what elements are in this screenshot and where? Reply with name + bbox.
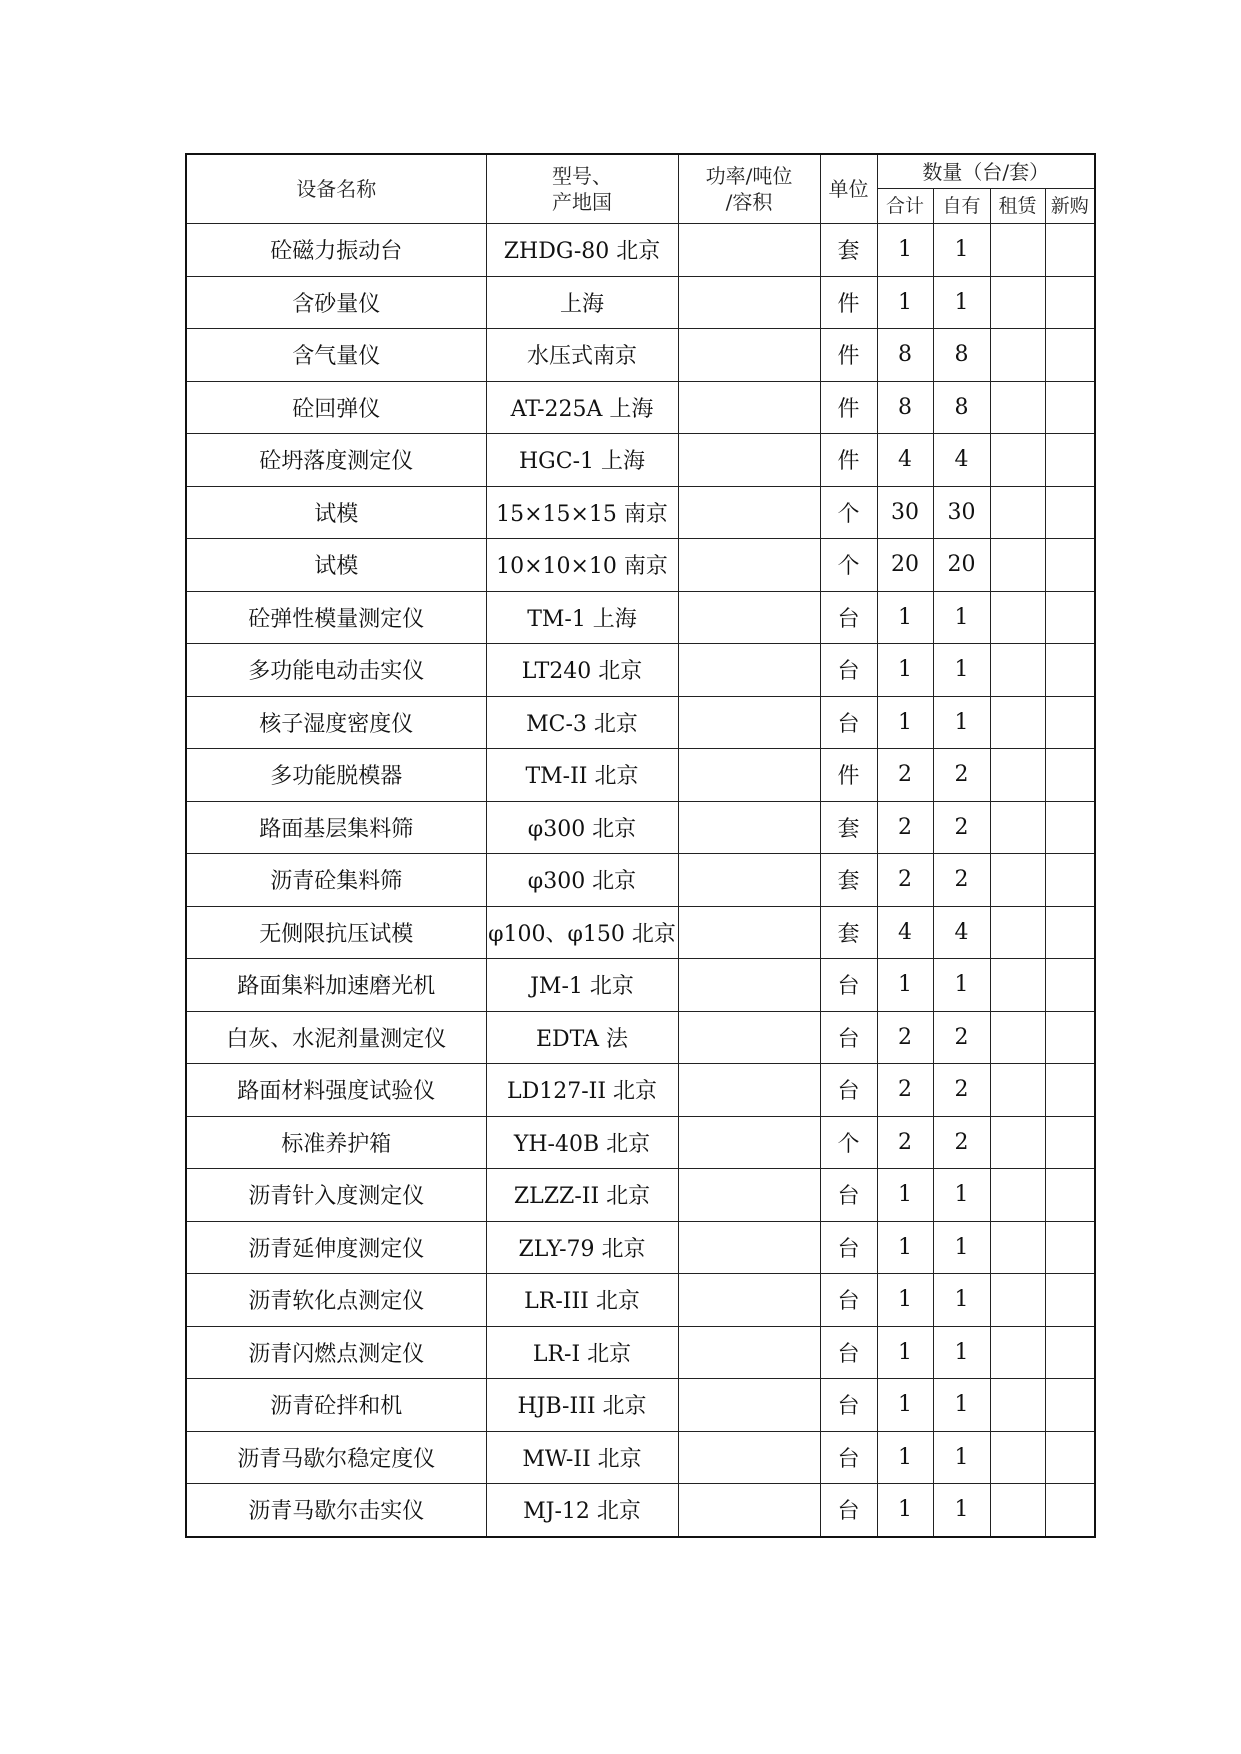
cell-equipment-name: 路面基层集料筛 <box>186 801 486 854</box>
cell-total: 2 <box>877 749 933 802</box>
cell-total: 2 <box>877 1116 933 1169</box>
cell-total: 1 <box>877 959 933 1012</box>
cell-total: 1 <box>877 591 933 644</box>
cell-power <box>678 1011 820 1064</box>
cell-unit: 套 <box>820 801 877 854</box>
cell-leased <box>990 1326 1045 1379</box>
header-equipment-name: 设备名称 <box>186 154 486 224</box>
cell-owned: 2 <box>933 1116 990 1169</box>
cell-equipment-name: 沥青马歇尔稳定度仪 <box>186 1431 486 1484</box>
cell-leased <box>990 854 1045 907</box>
cell-total: 4 <box>877 906 933 959</box>
cell-unit: 件 <box>820 434 877 487</box>
cell-power <box>678 854 820 907</box>
cell-power <box>678 224 820 277</box>
cell-owned: 2 <box>933 1064 990 1117</box>
cell-total: 1 <box>877 1221 933 1274</box>
cell-unit: 个 <box>820 539 877 592</box>
cell-power <box>678 1379 820 1432</box>
cell-total: 1 <box>877 1379 933 1432</box>
cell-owned: 1 <box>933 276 990 329</box>
cell-leased <box>990 224 1045 277</box>
cell-total: 8 <box>877 381 933 434</box>
cell-unit: 台 <box>820 696 877 749</box>
header-power-line1: 功率/吨位 <box>705 164 793 188</box>
cell-leased <box>990 1169 1045 1222</box>
cell-equipment-name: 无侧限抗压试模 <box>186 906 486 959</box>
cell-unit: 件 <box>820 381 877 434</box>
cell-total: 1 <box>877 1326 933 1379</box>
cell-leased <box>990 906 1045 959</box>
cell-power <box>678 801 820 854</box>
cell-model-origin: MW-II 北京 <box>486 1431 678 1484</box>
cell-owned: 2 <box>933 749 990 802</box>
cell-owned: 1 <box>933 1431 990 1484</box>
cell-model-origin: LR-III 北京 <box>486 1274 678 1327</box>
cell-leased <box>990 959 1045 1012</box>
table-row <box>186 329 1095 382</box>
header-model-line1: 型号、 <box>552 164 612 188</box>
cell-model-origin: 15×15×15 南京 <box>486 486 678 539</box>
cell-total: 2 <box>877 801 933 854</box>
header-quantity: 数量（台/套） <box>877 154 1095 189</box>
cell-total: 1 <box>877 1274 933 1327</box>
cell-equipment-name: 试模 <box>186 539 486 592</box>
cell-leased <box>990 1274 1045 1327</box>
cell-owned: 4 <box>933 434 990 487</box>
cell-new-purchase <box>1045 1221 1095 1274</box>
cell-leased <box>990 749 1045 802</box>
cell-leased <box>990 486 1045 539</box>
cell-leased <box>990 644 1045 697</box>
cell-unit: 件 <box>820 749 877 802</box>
header-model-line2: 产地国 <box>552 190 612 214</box>
cell-owned: 1 <box>933 696 990 749</box>
cell-new-purchase <box>1045 224 1095 277</box>
cell-unit: 台 <box>820 1274 877 1327</box>
cell-unit: 台 <box>820 1431 877 1484</box>
table-row <box>186 696 1095 749</box>
cell-total: 1 <box>877 1169 933 1222</box>
cell-unit: 台 <box>820 644 877 697</box>
table-row <box>186 801 1095 854</box>
header-new-purchase: 新购 <box>1045 189 1095 224</box>
cell-model-origin: MC-3 北京 <box>486 696 678 749</box>
cell-model-origin: HJB-III 北京 <box>486 1379 678 1432</box>
cell-model-origin: HGC-1 上海 <box>486 434 678 487</box>
cell-equipment-name: 沥青砼集料筛 <box>186 854 486 907</box>
cell-equipment-name: 多功能脱模器 <box>186 749 486 802</box>
table-row <box>186 749 1095 802</box>
cell-owned: 1 <box>933 1326 990 1379</box>
cell-new-purchase <box>1045 434 1095 487</box>
cell-equipment-name: 沥青针入度测定仪 <box>186 1169 486 1222</box>
table-row <box>186 644 1095 697</box>
cell-owned: 30 <box>933 486 990 539</box>
table-row <box>186 1484 1095 1537</box>
cell-unit: 台 <box>820 1064 877 1117</box>
cell-total: 2 <box>877 1064 933 1117</box>
cell-unit: 台 <box>820 959 877 1012</box>
cell-power <box>678 1274 820 1327</box>
cell-leased <box>990 1011 1045 1064</box>
cell-equipment-name: 试模 <box>186 486 486 539</box>
cell-new-purchase <box>1045 1431 1095 1484</box>
cell-model-origin: TM-1 上海 <box>486 591 678 644</box>
cell-owned: 1 <box>933 591 990 644</box>
cell-total: 2 <box>877 1011 933 1064</box>
cell-equipment-name: 砼磁力振动台 <box>186 224 486 277</box>
cell-power <box>678 1431 820 1484</box>
cell-model-origin: LT240 北京 <box>486 644 678 697</box>
table-row <box>186 224 1095 277</box>
cell-owned: 8 <box>933 381 990 434</box>
cell-total: 1 <box>877 696 933 749</box>
cell-model-origin: φ100、φ150 北京 <box>486 906 678 959</box>
cell-leased <box>990 1221 1045 1274</box>
cell-new-purchase <box>1045 801 1095 854</box>
cell-new-purchase <box>1045 906 1095 959</box>
cell-total: 20 <box>877 539 933 592</box>
cell-power <box>678 906 820 959</box>
cell-power <box>678 486 820 539</box>
cell-power <box>678 381 820 434</box>
header-model-origin <box>486 154 678 224</box>
cell-power <box>678 1064 820 1117</box>
cell-unit: 台 <box>820 591 877 644</box>
cell-equipment-name: 路面集料加速磨光机 <box>186 959 486 1012</box>
table-row <box>186 854 1095 907</box>
cell-model-origin: LD127-II 北京 <box>486 1064 678 1117</box>
cell-total: 30 <box>877 486 933 539</box>
cell-equipment-name: 白灰、水泥剂量测定仪 <box>186 1011 486 1064</box>
cell-model-origin: ZLZZ-II 北京 <box>486 1169 678 1222</box>
table-row <box>186 959 1095 1012</box>
cell-owned: 1 <box>933 644 990 697</box>
cell-power <box>678 1116 820 1169</box>
cell-leased <box>990 1431 1045 1484</box>
cell-model-origin: TM-II 北京 <box>486 749 678 802</box>
cell-new-purchase <box>1045 696 1095 749</box>
cell-unit: 件 <box>820 329 877 382</box>
header-power-tonnage-volume <box>678 154 820 224</box>
cell-power <box>678 1221 820 1274</box>
cell-unit: 件 <box>820 276 877 329</box>
header-total: 合计 <box>877 189 933 224</box>
cell-new-purchase <box>1045 644 1095 697</box>
table-row <box>186 486 1095 539</box>
cell-owned: 1 <box>933 1169 990 1222</box>
cell-power <box>678 591 820 644</box>
cell-new-purchase <box>1045 1326 1095 1379</box>
table-row <box>186 381 1095 434</box>
cell-leased <box>990 1484 1045 1537</box>
cell-equipment-name: 沥青闪燃点测定仪 <box>186 1326 486 1379</box>
cell-owned: 1 <box>933 1484 990 1537</box>
cell-power <box>678 276 820 329</box>
cell-unit: 套 <box>820 906 877 959</box>
table-row <box>186 539 1095 592</box>
cell-leased <box>990 539 1045 592</box>
cell-new-purchase <box>1045 1274 1095 1327</box>
table-row <box>186 1326 1095 1379</box>
equipment-table <box>185 153 1096 1538</box>
cell-leased <box>990 591 1045 644</box>
cell-total: 1 <box>877 224 933 277</box>
cell-leased <box>990 1116 1045 1169</box>
cell-new-purchase <box>1045 329 1095 382</box>
cell-power <box>678 644 820 697</box>
cell-new-purchase <box>1045 1169 1095 1222</box>
cell-owned: 1 <box>933 1221 990 1274</box>
cell-power <box>678 329 820 382</box>
table-row <box>186 1431 1095 1484</box>
cell-owned: 2 <box>933 801 990 854</box>
cell-unit: 台 <box>820 1326 877 1379</box>
cell-new-purchase <box>1045 959 1095 1012</box>
cell-model-origin: JM-1 北京 <box>486 959 678 1012</box>
cell-new-purchase <box>1045 591 1095 644</box>
cell-leased <box>990 381 1045 434</box>
cell-model-origin: YH-40B 北京 <box>486 1116 678 1169</box>
cell-model-origin: 10×10×10 南京 <box>486 539 678 592</box>
table-row <box>186 1221 1095 1274</box>
header-unit: 单位 <box>820 154 877 224</box>
table-row <box>186 591 1095 644</box>
cell-leased <box>990 434 1045 487</box>
cell-unit: 套 <box>820 224 877 277</box>
table-row <box>186 1116 1095 1169</box>
cell-power <box>678 749 820 802</box>
cell-equipment-name: 沥青软化点测定仪 <box>186 1274 486 1327</box>
cell-power <box>678 539 820 592</box>
table-row <box>186 1011 1095 1064</box>
header-owned: 自有 <box>933 189 990 224</box>
cell-leased <box>990 1064 1045 1117</box>
cell-power <box>678 1484 820 1537</box>
cell-total: 1 <box>877 644 933 697</box>
cell-new-purchase <box>1045 276 1095 329</box>
cell-new-purchase <box>1045 1379 1095 1432</box>
cell-unit: 台 <box>820 1169 877 1222</box>
cell-equipment-name: 沥青延伸度测定仪 <box>186 1221 486 1274</box>
cell-equipment-name: 含气量仪 <box>186 329 486 382</box>
cell-model-origin: 水压式南京 <box>486 329 678 382</box>
cell-model-origin: φ300 北京 <box>486 801 678 854</box>
cell-new-purchase <box>1045 1064 1095 1117</box>
cell-model-origin: EDTA 法 <box>486 1011 678 1064</box>
cell-leased <box>990 276 1045 329</box>
cell-owned: 8 <box>933 329 990 382</box>
cell-power <box>678 1326 820 1379</box>
cell-new-purchase <box>1045 539 1095 592</box>
cell-equipment-name: 核子湿度密度仪 <box>186 696 486 749</box>
cell-equipment-name: 含砂量仪 <box>186 276 486 329</box>
cell-model-origin: φ300 北京 <box>486 854 678 907</box>
cell-model-origin: LR-I 北京 <box>486 1326 678 1379</box>
cell-unit: 个 <box>820 486 877 539</box>
cell-total: 1 <box>877 1431 933 1484</box>
cell-new-purchase <box>1045 854 1095 907</box>
cell-equipment-name: 沥青砼拌和机 <box>186 1379 486 1432</box>
cell-equipment-name: 多功能电动击实仪 <box>186 644 486 697</box>
cell-new-purchase <box>1045 1116 1095 1169</box>
cell-unit: 台 <box>820 1379 877 1432</box>
cell-total: 1 <box>877 1484 933 1537</box>
cell-new-purchase <box>1045 381 1095 434</box>
cell-owned: 1 <box>933 1274 990 1327</box>
cell-model-origin: 上海 <box>486 276 678 329</box>
cell-total: 4 <box>877 434 933 487</box>
cell-new-purchase <box>1045 486 1095 539</box>
cell-owned: 2 <box>933 854 990 907</box>
cell-new-purchase <box>1045 1011 1095 1064</box>
cell-owned: 2 <box>933 1011 990 1064</box>
cell-unit: 个 <box>820 1116 877 1169</box>
cell-equipment-name: 砼回弹仪 <box>186 381 486 434</box>
cell-leased <box>990 1379 1045 1432</box>
cell-model-origin: MJ-12 北京 <box>486 1484 678 1537</box>
cell-power <box>678 696 820 749</box>
cell-leased <box>990 329 1045 382</box>
cell-equipment-name: 标准养护箱 <box>186 1116 486 1169</box>
cell-owned: 1 <box>933 1379 990 1432</box>
cell-power <box>678 1169 820 1222</box>
cell-owned: 20 <box>933 539 990 592</box>
table-row <box>186 276 1095 329</box>
cell-unit: 台 <box>820 1484 877 1537</box>
cell-unit: 套 <box>820 854 877 907</box>
cell-owned: 1 <box>933 959 990 1012</box>
cell-total: 2 <box>877 854 933 907</box>
cell-model-origin: AT-225A 上海 <box>486 381 678 434</box>
equipment-table-body <box>186 224 1095 1537</box>
table-row <box>186 1379 1095 1432</box>
cell-new-purchase <box>1045 1484 1095 1537</box>
cell-owned: 4 <box>933 906 990 959</box>
cell-owned: 1 <box>933 224 990 277</box>
cell-equipment-name: 砼坍落度测定仪 <box>186 434 486 487</box>
cell-unit: 台 <box>820 1011 877 1064</box>
table-row <box>186 1064 1095 1117</box>
cell-equipment-name: 沥青马歇尔击实仪 <box>186 1484 486 1537</box>
cell-equipment-name: 砼弹性模量测定仪 <box>186 591 486 644</box>
cell-equipment-name: 路面材料强度试验仪 <box>186 1064 486 1117</box>
cell-leased <box>990 801 1045 854</box>
cell-unit: 台 <box>820 1221 877 1274</box>
table-row <box>186 1274 1095 1327</box>
cell-leased <box>990 696 1045 749</box>
header-power-line2: /容积 <box>725 190 773 214</box>
cell-new-purchase <box>1045 749 1095 802</box>
cell-power <box>678 434 820 487</box>
cell-model-origin: ZLY-79 北京 <box>486 1221 678 1274</box>
cell-total: 8 <box>877 329 933 382</box>
table-row <box>186 434 1095 487</box>
cell-model-origin: ZHDG-80 北京 <box>486 224 678 277</box>
cell-total: 1 <box>877 276 933 329</box>
header-leased: 租赁 <box>990 189 1045 224</box>
cell-power <box>678 959 820 1012</box>
table-row <box>186 1169 1095 1222</box>
table-row <box>186 906 1095 959</box>
